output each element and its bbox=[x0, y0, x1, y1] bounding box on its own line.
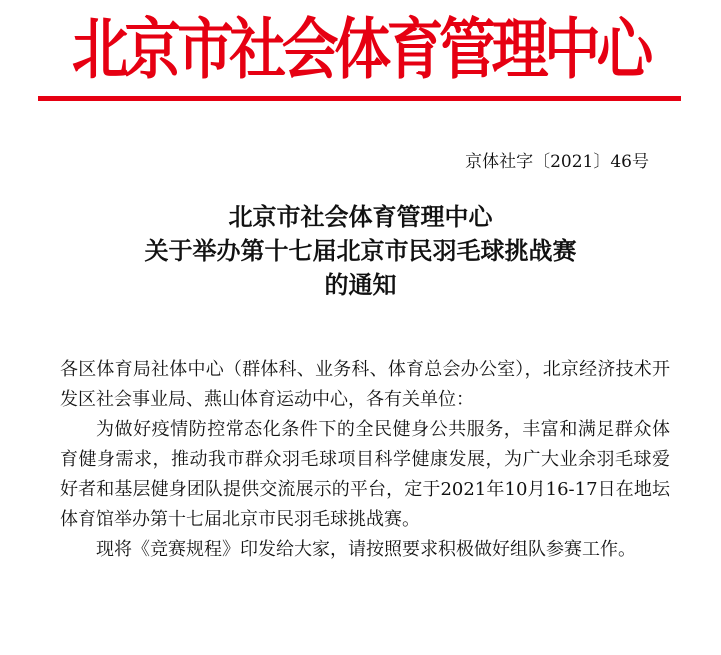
letterhead-title: 北京市社会体育管理中心 bbox=[71, 11, 649, 88]
title-line-1: 北京市社会体育管理中心 bbox=[228, 202, 493, 231]
salutation: 各区体育局社体中心（群体科、业务科、体育总会办公室），北京经济技术开发区社会事业局、燕山体育运动中心，各有关单位： bbox=[60, 359, 670, 410]
title-line-2: 关于举办第十七届北京市民羽毛球挑战赛 bbox=[144, 236, 577, 265]
document-title bbox=[0, 200, 721, 302]
body-paragraph-1: 为做好疫情防控常态化条件下的全民健身公共服务，丰富和满足群众体育健身需求，推动我市群众羽毛球项目科学健康发展，为广大业余羽毛球爱好者和基层健身团队提供交流展示的平台，定于2021年10月16-17日在地坛体育馆举办第十七届北京市民羽毛球挑战赛。 bbox=[60, 419, 670, 530]
document-number: 京体社字〔2021〕46号 bbox=[465, 152, 649, 172]
letterhead-red-rule bbox=[38, 96, 681, 101]
document-body bbox=[60, 355, 670, 565]
body-paragraph-2: 现将《竞赛规程》印发给大家，请按照要求积极做好组队参赛工作。 bbox=[96, 539, 636, 560]
title-line-3: 的通知 bbox=[324, 270, 397, 299]
